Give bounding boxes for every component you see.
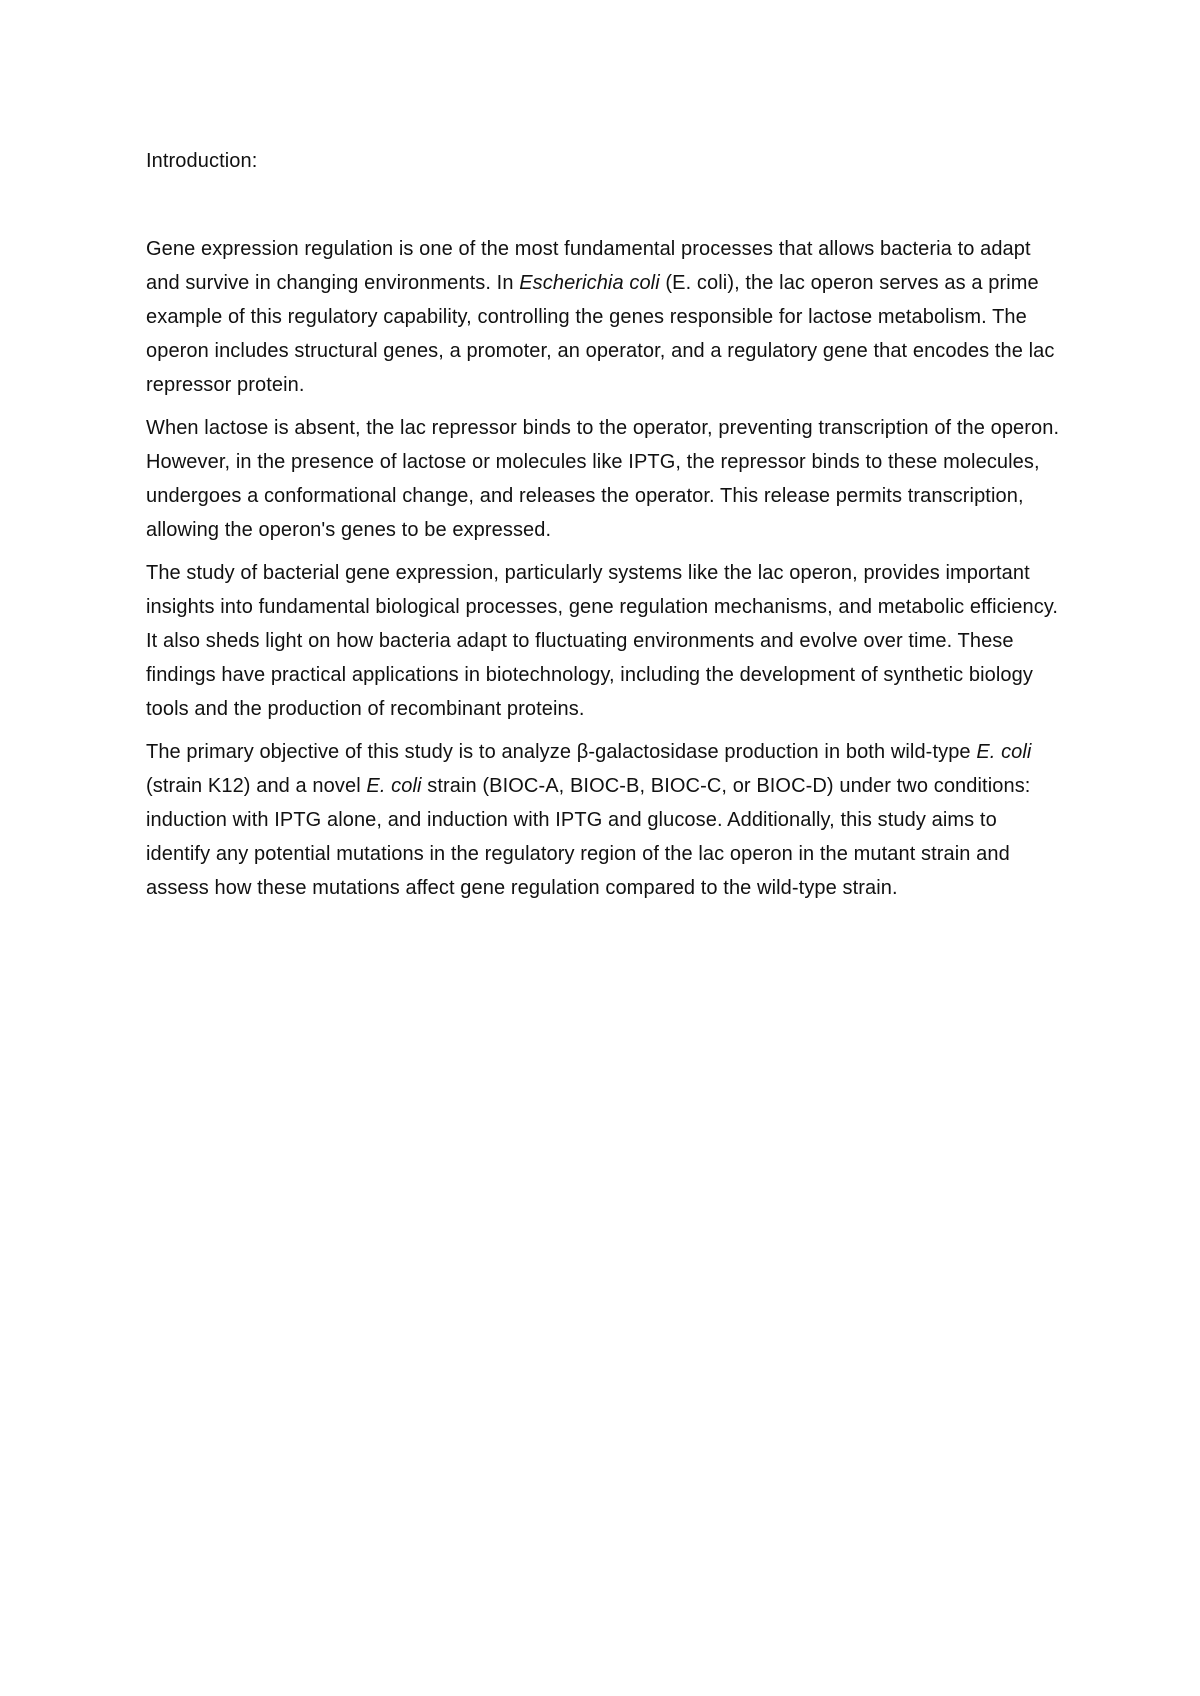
paragraph-study-significance: The study of bacterial gene expression, particularly systems like the lac operon, provides important insights into fundamental biological processes, gene regulation mechanisms, and metabolic efficiency. It also sheds light on how bacteria adapt to fluctuating environments and evolve over time. These findings have practical applications in biotechnology, including the development of synthetic biology tools and the production of recombinant proteins. <box>146 562 1059 720</box>
paragraph-text: The primary objective of this study is to analyze β-galactosidase production in both wild-type <box>146 741 977 763</box>
paragraph-objective <box>146 735 1066 905</box>
paragraph-lac-repressor: When lactose is absent, the lac repressor binds to the operator, preventing transcription of the operon. However, in the presence of lactose or molecules like IPTG, the repressor binds to these molecules, undergoes a conformational change, and releases the operator. This release permits transcription, allowing the operon's genes to be expressed. <box>146 417 1060 541</box>
paragraph-gene-regulation <box>146 232 1066 402</box>
species-name-italic: E. coli <box>976 741 1032 763</box>
paragraph-text: strain (BIOC-A, BIOC-B, BIOC-C, or BIOC-D) under two conditions: induction with IPTG alone, and induction with IPTG and glucose. Additionally, this study aims to identify any potential mutations in the regulatory region of the lac operon in the mutant strain and assess how these mutations affect gene regulation compared to the wild-type strain. <box>146 775 1031 899</box>
species-name-italic: Escherichia coli <box>519 272 660 294</box>
paragraph-text: Gene expression regulation is one of the most fundamental processes that allows bacteria to adapt and survive in changing environments. In <box>146 238 1031 294</box>
section-heading: Introduction: <box>146 150 258 172</box>
paragraph-text: (strain K12) and a novel <box>146 775 367 797</box>
document-body <box>146 144 1066 905</box>
paragraph-text: (E. coli), the lac operon serves as a prime example of this regulatory capability, controlling the genes responsible for lactose metabolism. The operon includes structural genes, a promoter, an operator, and a regulatory gene that encodes the lac repressor protein. <box>146 272 1055 396</box>
species-name-italic: E. coli <box>366 775 422 797</box>
